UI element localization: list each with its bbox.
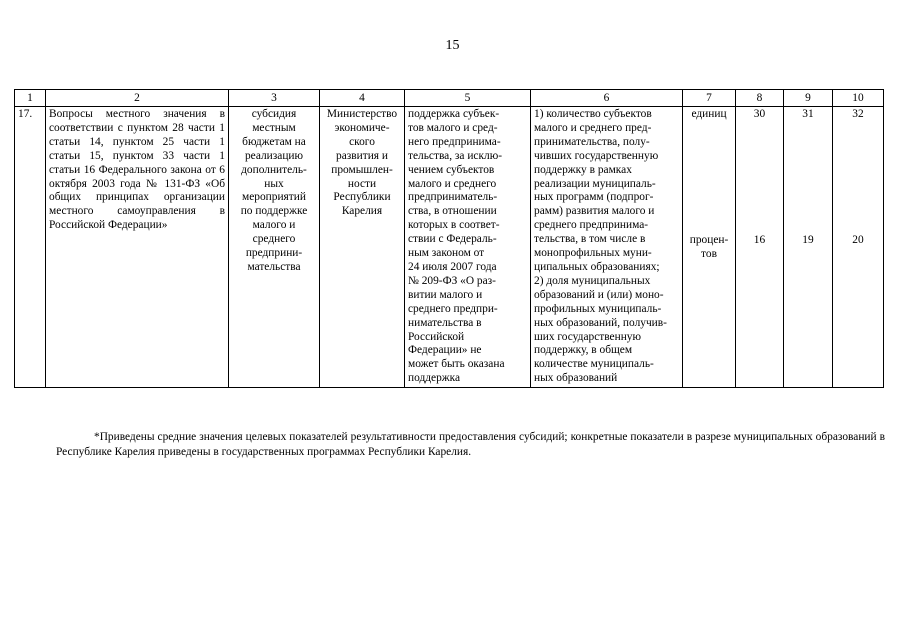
header-row xyxy=(15,90,884,107)
header-cell: 2 xyxy=(46,90,229,107)
row-number: 17. xyxy=(15,107,46,388)
header-cell: 6 xyxy=(531,90,683,107)
header-cell: 8 xyxy=(736,90,784,107)
header-cell: 1 xyxy=(15,90,46,107)
unit-cell: единиц процен- тов xyxy=(683,107,736,388)
table-row xyxy=(15,107,884,388)
support-conditions-cell: поддержка субъек- тов малого и сред- него предпринима- тельства, за исклю- чением субъектов малого и среднего предприниматель- ства, в отношении которых в соответ- ствии с Федераль- ным законом от 24 июля 2007 года № 209-ФЗ «О раз- витии малого и среднего предпри- нимательства в Российской Федерации» не может быть оказана поддержка xyxy=(405,107,531,388)
header-cell: 9 xyxy=(784,90,833,107)
indicators-table xyxy=(14,89,884,388)
value-col-10: 32 20 xyxy=(833,107,884,388)
value-col-8: 30 16 xyxy=(736,107,784,388)
footnote: *Приведены средние значения целевых показателей результативности предоставления субсидий; конкретные показатели в разрезе муниципальных образований в Республике Карелия приведены в государственных программах Республики Карелия. xyxy=(56,431,885,458)
indicators-cell: 1) количество субъектов малого и среднего пред- принимательства, полу- чивших государственную поддержку в рамках реализации муниципаль- ных программ (подпрог- рамм) развития малого и среднего предпринима- тельства, в том числе в монопрофильных муни- ципальных образованиях; 2) доля муниципальных образований и (или) моно- профильных муниципаль- ных образований, получив- ших государственную поддержку, в общем количестве муниципаль- ных образований xyxy=(531,107,683,388)
ministry-cell: Министерство экономиче- ского развития и промышлен- ности Республики Карелия xyxy=(320,107,405,388)
header-cell: 3 xyxy=(229,90,320,107)
header-cell: 5 xyxy=(405,90,531,107)
unit-units: единиц xyxy=(691,108,727,120)
local-issues-cell: Вопросы местного значения в соответствии с пунктом 28 части 1 статьи 14, пунктом 25 части 1 статьи 15, пунктом 33 части 1 статьи 16 Федерального закона от 6 октября 2003 года № 131-ФЗ «Об общих принципах организации местного самоуправления в Российской Федерации» xyxy=(46,107,229,388)
value-col-9: 31 19 xyxy=(784,107,833,388)
header-cell: 10 xyxy=(833,90,884,107)
header-cell: 4 xyxy=(320,90,405,107)
subsidy-name-cell: субсидия местным бюджетам на реализацию дополнитель- ных мероприятий по поддержке малого и среднего предприни- мательства xyxy=(229,107,320,388)
page-number: 15 xyxy=(445,38,460,53)
header-cell: 7 xyxy=(683,90,736,107)
